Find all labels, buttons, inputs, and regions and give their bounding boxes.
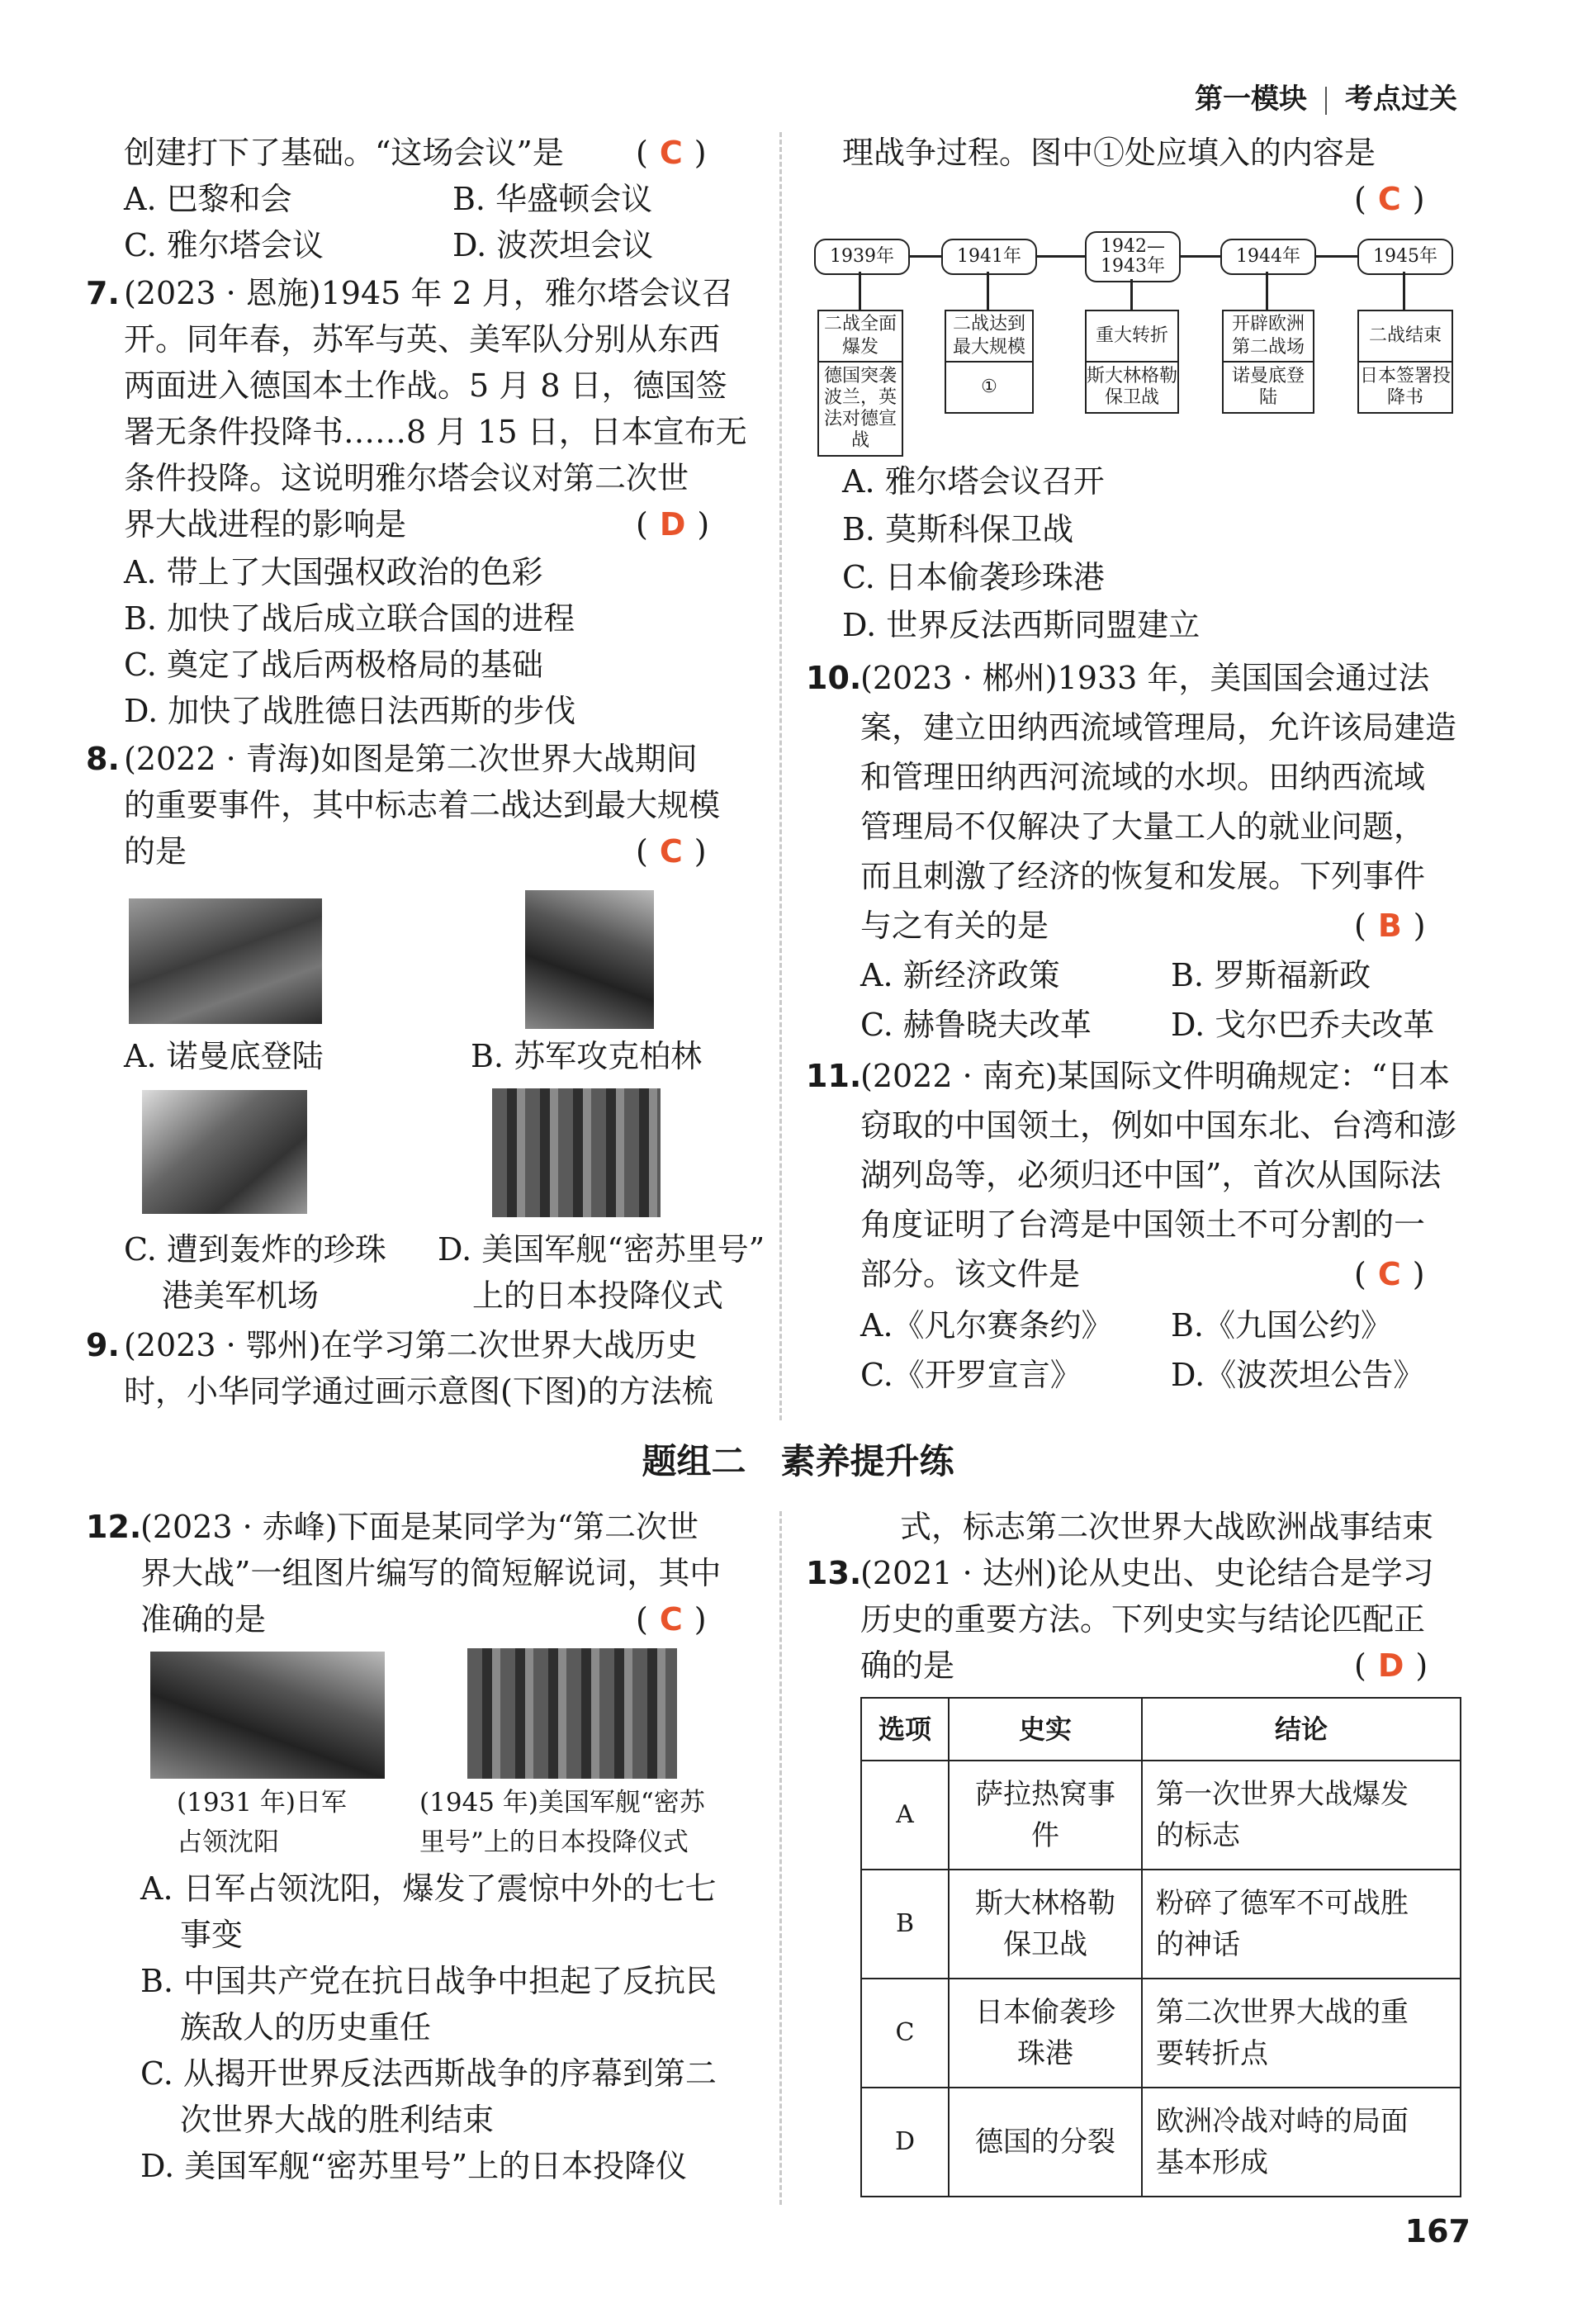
timeline-year-1941: 1941年: [941, 239, 1037, 275]
section-label: 考点过关: [1345, 83, 1457, 116]
q12-option-a-2: 事变: [180, 1917, 244, 1953]
q9-line-1: (2023 · 鄂州)在学习第二次世界大战历史: [124, 1327, 698, 1363]
timeline-event-1945-head: 二战结束: [1359, 311, 1452, 363]
q8-caption-d2: 上的日本投降仪式: [472, 1277, 724, 1314]
q6-option-a: A. 巴黎和会: [124, 181, 292, 217]
q9-option-d: D. 世界反法西斯同盟建立: [842, 607, 1201, 643]
table-cell-conclusion: [1142, 1761, 1461, 1870]
conclusion-line: 的神话: [1156, 1928, 1240, 1961]
q8-line-1: (2022 · 青海)如图是第二次世界大战期间: [124, 741, 698, 777]
q10-option-c: C. 赫鲁晓夫改革: [860, 1007, 1092, 1043]
module-label: 第一模块: [1195, 83, 1307, 116]
table-cell-fact: 斯大林格勒保卫战: [949, 1870, 1142, 1979]
q8-line-2: 的重要事件，其中标志着二战达到最大规模: [124, 787, 721, 823]
timeline-connector-1: [859, 272, 861, 310]
column-divider-bottom: [779, 1511, 782, 2205]
q7-number: 7.: [86, 275, 120, 311]
table-cell-fact: 德国的分裂: [949, 2088, 1142, 2197]
q12-line-1: (2023 · 赤峰)下面是某同学为“第二次世: [140, 1509, 699, 1545]
timeline-event-1942-head: 重大转折: [1087, 311, 1177, 363]
timeline-event-1941-detail: ①: [981, 377, 997, 397]
q8-number: 8.: [86, 741, 120, 777]
q12-option-c-2: 次世界大战的胜利结束: [180, 2102, 495, 2138]
q6-option-d: D. 波茨坦会议: [452, 227, 654, 263]
q12-number: 12.: [86, 1509, 142, 1545]
photo-missouri-surrender-2: [467, 1648, 677, 1779]
timeline-event-1944-detail: 诺曼底登陆: [1231, 366, 1305, 408]
table-cell-option: D: [861, 2088, 949, 2197]
q12-option-c-1: C. 从揭开世界反法西斯战争的序幕到第二: [140, 2055, 717, 2092]
q11-line-4: 角度证明了台湾是中国领土不可分割的一: [860, 1206, 1426, 1243]
q12-answer: ( C ): [636, 1601, 707, 1638]
q8-caption-a: A. 诺曼底登陆: [124, 1038, 324, 1074]
q7-option-c: C. 奠定了战后两极格局的基础: [124, 647, 543, 683]
section-title: 题组二 素养提升练: [642, 1441, 954, 1481]
q7-line-1: (2023 · 恩施)1945 年 2 月，雅尔塔会议召: [124, 275, 733, 311]
q7-line-2: 开。同年春，苏军与英、美军队分别从东西: [124, 321, 721, 358]
table-cell-fact: 日本偷袭珍珠港: [949, 1979, 1142, 2088]
q9-option-b: B. 莫斯科保卫战: [842, 511, 1074, 547]
q13-line-3: 确的是: [860, 1647, 955, 1684]
q11-number: 11.: [806, 1058, 862, 1094]
q13-number: 13.: [806, 1555, 862, 1591]
q10-line-6: 与之有关的是: [860, 908, 1049, 944]
q9-option-a: A. 雅尔塔会议召开: [842, 463, 1105, 500]
q8-caption-c1: C. 遭到轰炸的珍珠: [124, 1231, 386, 1268]
table-cell-option: B: [861, 1870, 949, 1979]
table-header-fact: 史实: [949, 1698, 1142, 1761]
timeline-event-1945-detail: 日本签署投降书: [1359, 366, 1451, 408]
q10-line-2: 案，建立田纳西流域管理局，允许该局建造: [860, 709, 1457, 746]
q9-number: 9.: [86, 1327, 120, 1363]
table-cell-conclusion: [1142, 1979, 1461, 2088]
conclusion-line: 第二次世界大战的重: [1156, 1996, 1409, 2029]
timeline-event-1945: [1357, 310, 1453, 414]
table-cell-fact: 萨拉热窝事件: [949, 1761, 1142, 1870]
timeline-connector-4: [1266, 272, 1268, 310]
q12-caption-2b: 里号”上的日本投降仪式: [419, 1827, 689, 1857]
table-header-conclusion: 结论: [1142, 1698, 1461, 1761]
column-divider-top: [779, 132, 782, 1420]
q11-option-c: C.《开罗宣言》: [860, 1357, 1082, 1393]
q8-caption-d1: D. 美国军舰“密苏里号”: [438, 1231, 765, 1268]
q13-table: [860, 1697, 1461, 2197]
q7-line-4: 署无条件投降书……8 月 15 日，日本宣布无: [124, 414, 747, 450]
q7-line-6: 界大战进程的影响是: [124, 506, 407, 543]
q13-line-2: 历史的重要方法。下列史实与结论匹配正: [860, 1601, 1426, 1638]
q6-tail-text: 创建打下了基础。“这场会议”是: [124, 135, 564, 171]
conclusion-line: 的标志: [1156, 1819, 1240, 1852]
photo-berlin-capture: [525, 890, 654, 1029]
timeline-year-1944: 1944年: [1220, 239, 1316, 275]
conclusion-line: 第一次世界大战爆发: [1156, 1778, 1409, 1811]
timeline-connector-2: [987, 272, 989, 310]
table-row: [861, 2088, 1461, 2197]
q11-line-5: 部分。该文件是: [860, 1256, 1081, 1292]
q10-line-1: (2023 · 郴州)1933 年，美国国会通过法: [860, 660, 1430, 696]
q12-option-b-2: 族敌人的历史重任: [180, 2009, 432, 2045]
q6-answer: ( C ): [636, 135, 707, 171]
timeline-year-1942-1943: 1942—1943年: [1085, 231, 1181, 282]
q9-line-2: 时，小华同学通过画示意图(下图)的方法梳: [124, 1373, 713, 1410]
q7-answer: ( D ): [636, 506, 710, 543]
timeline-event-1942-detail: 斯大林格勒保卫战: [1087, 366, 1178, 408]
q12-caption-1a: (1931 年)日军: [177, 1788, 347, 1818]
photo-shenyang-occupation: [150, 1652, 385, 1779]
timeline-event-1942-1943: [1085, 310, 1179, 414]
conclusion-line: 基本形成: [1156, 2146, 1268, 2179]
q11-line-3: 湖列岛等，必须归还中国”，首次从国际法: [860, 1157, 1442, 1193]
table-row: [861, 1979, 1461, 2088]
timeline-event-1939: [817, 310, 903, 457]
table-cell-conclusion: [1142, 2088, 1461, 2197]
photo-missouri-surrender: [492, 1088, 661, 1217]
q12-line-2: 界大战”一组图片编写的简短解说词，其中: [140, 1555, 722, 1591]
q10-option-a: A. 新经济政策: [860, 957, 1060, 993]
q10-answer: ( B ): [1354, 908, 1426, 944]
q11-option-a: A.《凡尔赛条约》: [860, 1307, 1113, 1344]
timeline-year-1945: 1945年: [1357, 239, 1453, 275]
q12-option-d-2: 式，标志第二次世界大战欧洲战事结束: [900, 1509, 1434, 1545]
q8-answer: ( C ): [636, 833, 707, 870]
table-cell-option: A: [861, 1761, 949, 1870]
q10-option-d: D. 戈尔巴乔夫改革: [1171, 1007, 1435, 1043]
page-number: 167: [1404, 2213, 1470, 2249]
q12-option-b-1: B. 中国共产党在抗日战争中担起了反抗民: [140, 1963, 717, 1999]
q11-answer: ( C ): [1354, 1256, 1425, 1292]
q7-option-b: B. 加快了战后成立联合国的进程: [124, 600, 575, 637]
q10-option-b: B. 罗斯福新政: [1171, 957, 1371, 993]
q6-option-b: B. 华盛顿会议: [452, 181, 653, 217]
timeline-year-1939: 1939年: [814, 239, 910, 275]
q12-caption-2a: (1945 年)美国军舰“密苏: [419, 1788, 705, 1818]
timeline-event-1944: [1222, 310, 1314, 414]
q13-line-1: (2021 · 达州)论从史出、史论结合是学习: [860, 1555, 1434, 1591]
timeline-event-1939-detail: 德国突袭波兰，英法对德宣战: [823, 366, 897, 451]
timeline-event-1944-head: 开辟欧洲第二战场: [1224, 311, 1313, 363]
timeline-connector-3: [1130, 279, 1133, 310]
q11-line-1: (2022 · 南充)某国际文件明确规定：“日本: [860, 1058, 1451, 1094]
q11-option-d: D.《波茨坦公告》: [1171, 1357, 1425, 1393]
q10-line-5: 而且刺激了经济的恢复和发展。下列事件: [860, 858, 1426, 894]
table-row: [861, 1761, 1461, 1870]
timeline-event-1941-head: 二战达到最大规模: [946, 311, 1032, 363]
q7-option-a: A. 带上了大国强权政治的色彩: [124, 554, 543, 590]
q9-answer: ( C ): [1354, 181, 1425, 217]
q12-option-d-1: D. 美国军舰“密苏里号”上的日本投降仪: [140, 2148, 688, 2184]
q9-option-c: C. 日本偷袭珍珠港: [842, 559, 1105, 595]
table-row: [861, 1870, 1461, 1979]
photo-pearl-harbor: [142, 1090, 307, 1214]
conclusion-line: 欧洲冷战对峙的局面: [1156, 2105, 1409, 2138]
timeline-event-1939-head: 二战全面爆发: [819, 311, 902, 363]
q9-tail-text: 理战争过程。图中①处应填入的内容是: [842, 135, 1376, 171]
table-header-option: 选项: [861, 1698, 949, 1761]
conclusion-line: 要转折点: [1156, 2037, 1268, 2070]
q7-line-3: 两面进入德国本土作战。5 月 8 日，德国签: [124, 367, 727, 404]
q8-line-3: 的是: [124, 833, 187, 870]
q12-caption-1b: 占领沈阳: [177, 1827, 279, 1857]
q10-line-3: 和管理田纳西河流域的水坝。田纳西流域: [860, 759, 1426, 795]
q10-number: 10.: [806, 660, 862, 696]
timeline-event-1941: [945, 310, 1034, 414]
q11-option-b: B.《九国公约》: [1171, 1307, 1393, 1344]
table-header-row: [861, 1698, 1461, 1761]
q6-option-c: C. 雅尔塔会议: [124, 227, 324, 263]
q12-line-3: 准确的是: [140, 1601, 267, 1638]
q11-line-2: 窃取的中国领土，例如中国东北、台湾和澎: [860, 1107, 1457, 1144]
conclusion-line: 粉碎了德军不可战胜: [1156, 1887, 1409, 1920]
timeline-connector-5: [1403, 272, 1405, 310]
q8-caption-b: B. 苏军攻克柏林: [471, 1038, 703, 1074]
photo-normandy-landing: [129, 898, 322, 1024]
q8-caption-c2: 港美军机场: [162, 1277, 320, 1314]
page-header: [1195, 76, 1457, 116]
q10-line-4: 管理局不仅解决了大量工人的就业问题，: [860, 808, 1426, 845]
header-separator: [1325, 87, 1327, 115]
q7-option-d: D. 加快了战胜德日法西斯的步伐: [124, 693, 576, 729]
q13-answer: ( D ): [1354, 1647, 1428, 1684]
q12-option-a-1: A. 日军占领沈阳，爆发了震惊中外的七七: [140, 1870, 717, 1907]
table-cell-option: C: [861, 1979, 949, 2088]
table-cell-conclusion: [1142, 1870, 1461, 1979]
q7-line-5: 条件投降。这说明雅尔塔会议对第二次世: [124, 460, 689, 496]
